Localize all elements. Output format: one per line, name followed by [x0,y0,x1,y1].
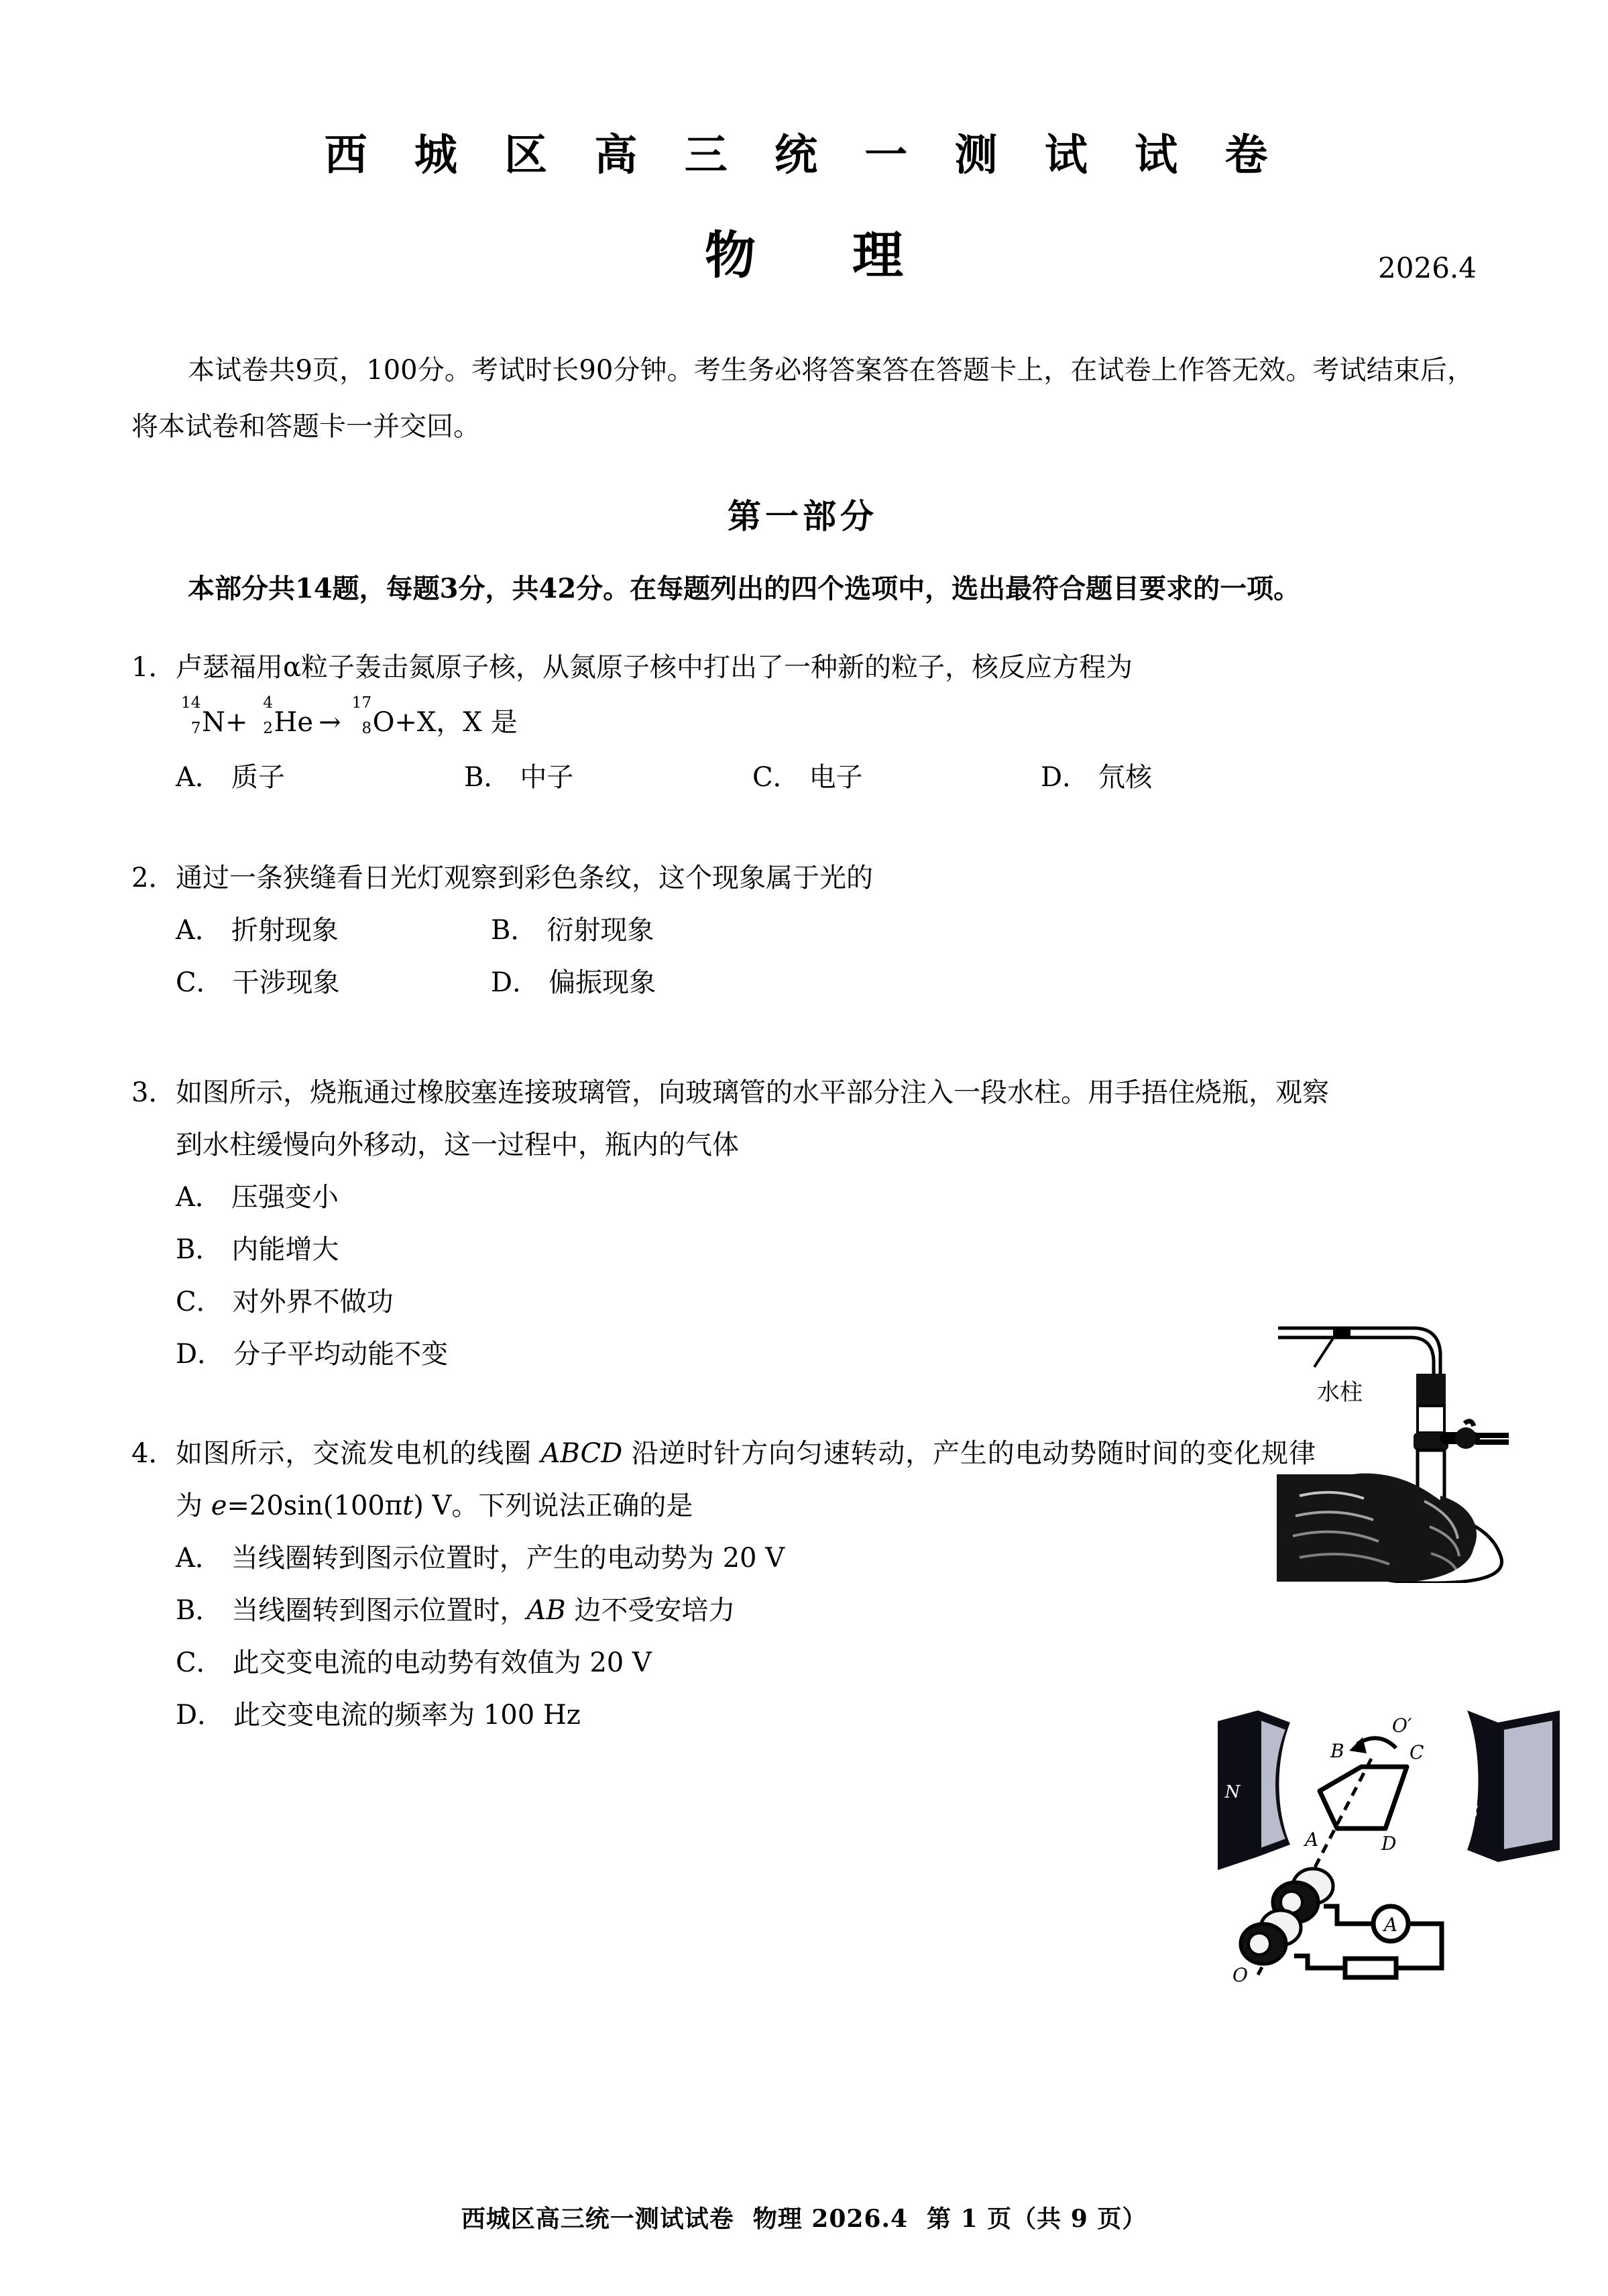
svg-text:N: N [1224,1782,1241,1802]
nuclide-oxygen-indices: 17 8 [351,693,372,737]
option-2-D[interactable]: D． 偏振现象 [491,967,656,998]
svg-text:A: A [1383,1914,1398,1936]
svg-text:O: O [1232,1964,1248,1985]
exam-date: 2026.4 [1378,252,1477,284]
question-3-number: 3． [131,1077,176,1108]
svg-text:A: A [1305,1828,1319,1851]
question-1-formula-tail: ，X 是 [436,707,518,738]
footer-page-number: 第 1 页（共 9 页） [927,2205,1147,2233]
option-3-C[interactable]: C． 对外界不做功 [176,1287,394,1317]
question-1-number: 1． [131,652,176,683]
option-4-A[interactable]: A． 当线圈转到图示位置时，产生的电动势为 20 V [176,1543,785,1574]
option-4-B[interactable]: B． 当线圈转到图示位置时，AB 边不受安培力 [176,1595,736,1626]
part-one-description: 本部分共14题，每题3分，共42分。在每题列出的四个选项中，选出最符合题目要求的一项。 [188,573,1301,604]
figure-label-water-column: 水柱 [1317,1379,1363,1406]
footer-subject-date: 物理 2026.4 [752,2205,909,2233]
question-1-nuclear-equation [176,694,1474,751]
subject-row [0,215,1608,288]
page-title: 西 城 区 高 三 统 一 测 试 试 卷 [324,130,1284,180]
svg-text:D: D [1381,1833,1397,1855]
question-1-stem: 卢瑟福用α粒子轰击氮原子核，从氮原子核中打出了一种新的粒子，核反应方程为 [176,652,1133,683]
question-2 [131,852,1474,1009]
svg-text:O′: O′ [1392,1714,1412,1737]
nuclide-helium-indices: 4 2 [263,693,274,737]
exam-notice: 本试卷共9页，100分。考试时长90分钟。考生务必将答案答在答题卡上，在试卷上作答无效。考试结束后，将本试卷和答题卡一并交回。 [131,355,1474,442]
option-3-A[interactable]: A． 压强变小 [176,1182,339,1213]
part-one-title: 第一部分 [728,496,878,536]
question-1-options [176,751,1474,804]
resistor [1345,1959,1396,1977]
option-1-B[interactable]: B． 中子 [464,762,574,793]
slip-rings [1241,1869,1333,1964]
magnet-south-pole [1467,1710,1560,1862]
option-1-D[interactable]: D． 氘核 [1041,762,1153,793]
option-3-B[interactable]: B． 内能增大 [176,1234,339,1265]
reaction-arrow: → [319,707,341,738]
question-4-number: 4． [131,1438,176,1469]
nuclide-nitrogen-symbol: N [202,707,225,738]
nuclide-helium-symbol: He [274,707,314,738]
plus-x-term: +X [394,707,437,738]
option-4-D[interactable]: D． 此交变电流的频率为 100 Hz [176,1700,581,1731]
question-4-stem: 如图所示，交流发电机的线圈 ABCD 沿逆时针方向匀速转动，产生的电动势随时间的变化规律为 e=20sin(100πt) V。下列说法正确的是 [176,1438,1316,1521]
ammeter [1373,1906,1408,1941]
option-1-C[interactable]: C． 电子 [752,762,863,793]
coil-label-abcd: ABCD [540,1438,623,1469]
nuclide-nitrogen-indices: 14 7 [181,693,201,737]
figure-ac-generator [1206,1697,1581,1985]
figure-flask-with-hand [1273,1295,1588,1583]
option-4-C[interactable]: C． 此交变电流的电动势有效值为 20 V [176,1647,652,1678]
plus-sign-1: + [225,707,248,738]
page-footer [0,2200,1608,2234]
svg-text:C: C [1410,1741,1424,1763]
question-2-number: 2． [131,863,176,893]
question-1 [131,641,1474,804]
subject-title: 物 理 [705,225,926,285]
svg-text:S: S [1467,1802,1479,1822]
nuclide-oxygen-symbol: O [372,707,395,738]
question-3-stem: 如图所示，烧瓶通过橡胶塞连接玻璃管，向玻璃管的水平部分注入一段水柱。用手捂住烧瓶，观察到水柱缓慢向外移动，这一过程中，瓶内的气体 [176,1077,1329,1160]
footer-exam-name: 西城区高三统一测试试卷 [461,2205,734,2233]
option-2-B[interactable]: B． 衍射现象 [491,915,654,946]
option-3-D[interactable]: D． 分子平均动能不变 [176,1339,449,1370]
svg-text:B: B [1330,1740,1344,1762]
option-2-A[interactable]: A． 折射现象 [176,915,339,946]
magnet-north-pole [1218,1710,1290,1870]
question-2-stem: 通过一条狭缝看日光灯观察到彩色条纹，这个现象属于光的 [176,863,873,893]
option-2-C[interactable]: C． 干涉现象 [176,967,340,998]
question-2-options [176,904,1474,1009]
option-1-A[interactable]: A． 质子 [176,762,285,793]
